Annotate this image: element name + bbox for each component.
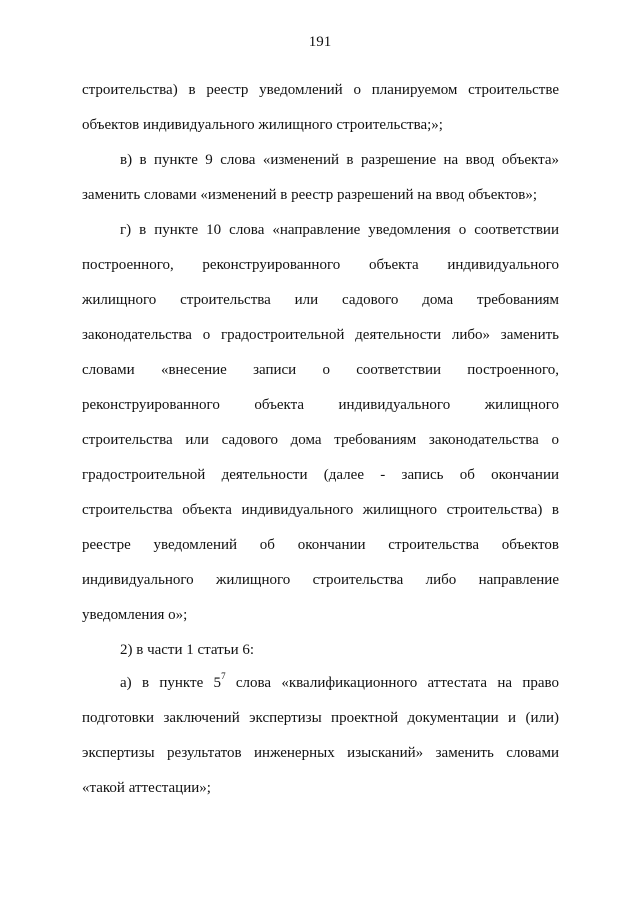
text-line: индивидуального жилищного строительства либо направление — [82, 572, 559, 588]
superscript: 7 — [221, 671, 226, 681]
text-line: реестре уведомлений об окончании строительства объектов — [82, 537, 559, 553]
text-line: «такой аттестации»; — [82, 780, 211, 796]
text-line: заменить словами «изменений в реестр разрешений на ввод объектов»; — [82, 187, 538, 203]
page-number: 191 — [308, 34, 332, 50]
text-line: реконструированного объекта индивидуального жилищного — [82, 397, 559, 413]
text-line: строительства или садового дома требованиям законодательства о — [82, 432, 559, 448]
text-line: подготовки заключений экспертизы проектной документации и (или) — [82, 710, 559, 726]
text-line: в) в пункте 9 слова «изменений в разрешение на ввод объекта» — [120, 152, 559, 168]
text-line: законодательства о градостроительной деятельности либо» заменить — [82, 327, 559, 343]
text-line: объектов индивидуального жилищного строительства;»; — [82, 117, 443, 133]
text-segment: а) в пункте 5 — [120, 675, 222, 691]
text-line: уведомления о»; — [82, 607, 188, 623]
text-line-with-superscript — [120, 673, 559, 693]
text-line: построенного, реконструированного объекта индивидуального — [82, 257, 559, 273]
text-line: 2) в части 1 статьи 6: — [120, 642, 255, 658]
text-line: г) в пункте 10 слова «направление уведомления о соответствии — [120, 222, 559, 238]
text-line: строительства объекта индивидуального жилищного строительства) в — [82, 502, 559, 518]
text-line: жилищного строительства или садового дома требованиям — [82, 292, 559, 308]
text-line: экспертизы результатов инженерных изысканий» заменить словами — [82, 745, 559, 761]
text-line: градостроительной деятельности (далее - запись об окончании — [82, 467, 559, 483]
text-segment: слова «квалификационного аттестата на право — [225, 675, 559, 691]
text-line: словами «внесение записи о соответствии построенного, — [82, 362, 559, 378]
text-line: строительства) в реестр уведомлений о планируемом строительстве — [82, 82, 559, 98]
